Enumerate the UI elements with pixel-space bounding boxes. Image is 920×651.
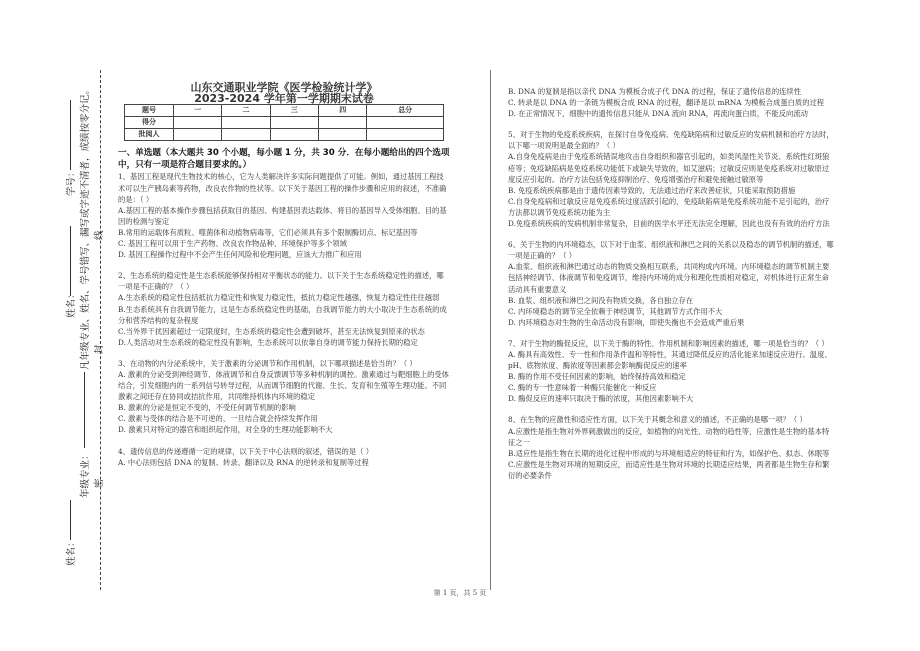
score-cell[interactable]: [222, 117, 270, 129]
score-cell[interactable]: [319, 117, 367, 129]
question-option[interactable]: D.免疫系统疾病的发病机制非常复杂，目前的医学水平还无法完全理解，因此也没有有效的治疗方法: [508, 219, 830, 229]
score-header-cell: 总分: [367, 105, 444, 117]
question-option[interactable]: B.常用的运载体有质粒、噬菌体和动植物病毒等，它们必须具有多个限制酶切点、标记基因等: [118, 227, 418, 237]
question-stem: 3、在动物的内分泌系统中，关于激素的分泌调节和作用机制，以下哪项描述是恰当的？（ ）: [118, 358, 417, 368]
score-header-cell: 四: [319, 105, 367, 117]
score-row-label: 得分: [125, 117, 174, 129]
score-cell[interactable]: [270, 117, 318, 129]
question-stem: 2、生态系统的稳定性是生态系统能够保持相对平衡状态的能力。以下关于生态系统稳定性的描述，哪一项是不正确的？（ ）: [118, 271, 444, 292]
school-label: 姓名：: [66, 537, 77, 566]
score-header-cell: 一: [174, 105, 222, 117]
score-cell[interactable]: [367, 129, 444, 141]
question-stem: 8、在生物的应激性和适应性方面，以下关于其概念和意义的描述，不正确的是哪一项？（ ）: [508, 415, 807, 425]
score-cell[interactable]: [270, 129, 318, 141]
question-option[interactable]: A. 酶具有高效性、专一性和作用条件温和等特性，其通过降低反应的活化能来加速反应进行。温度、pH、底物浓度、酶浓度等因素都会影响酶促反应的速率: [508, 349, 832, 371]
student-id-label: 学号：: [66, 167, 77, 196]
school-course-title: 山东交通职业学院《医学检验统计学》: [190, 81, 378, 94]
question-continued: [508, 86, 836, 119]
score-table-row: [125, 129, 444, 141]
question-stem: 5、对于生物的免疫系统疾病，在探讨自身免疫病、免疫缺陷病和过敏反应的发病机制和治疗方法时，以下哪一项说明是最全面的？（ ）: [508, 130, 834, 151]
question-option[interactable]: B. 免疫系统疾病都是由于遗传因素导致的，无法通过治疗来改善症状，只能采取预防措施: [508, 185, 796, 195]
question-option[interactable]: B. DNA 的复制是指以亲代 DNA 为模板合成子代 DNA 的过程，保证了遗传信息的连续性: [508, 87, 802, 96]
student-id-blank[interactable]: [70, 100, 71, 170]
question-option[interactable]: D.人类活动对生态系统的稳定性没有影响，生态系统可以依靠自身的调节能力保持长期的稳定: [118, 337, 418, 347]
score-table: [124, 104, 444, 141]
name-label: 姓名：: [66, 289, 77, 318]
question-option[interactable]: D. 在正常情况下，细胞中的遗传信息只能从 DNA 流向 RNA，再流向蛋白质，不能反向流动: [508, 109, 808, 119]
question: [118, 270, 450, 348]
binding-notice: 凡年级专业、姓名、学号错写、漏写或字迹不清者，成绩按零分记。: [80, 84, 91, 370]
question-option[interactable]: B.适应性是指生物在长期的进化过程中形成的与环境相适应的特征和行为，如保护色、拟态、休眠等: [508, 448, 830, 458]
question-option[interactable]: C. 内环境稳态的调节完全依赖于神经调节，其他调节方式作用不大: [508, 306, 723, 316]
binding-margin: [0, 0, 105, 651]
column-divider: [490, 70, 491, 590]
cut-mark-bottom: 密: [94, 478, 105, 488]
question: [508, 129, 836, 229]
left-column: [118, 82, 450, 468]
question-option[interactable]: C. 酶的专一性意味着一种酶只能催化一种反应: [508, 383, 657, 393]
question-option[interactable]: C. 激素与受体的结合是不可逆的，一旦结合就会持续发挥作用: [118, 414, 318, 424]
score-cell[interactable]: [174, 117, 222, 129]
question-option[interactable]: C.应激性是生物对环境的短期反应，而适应性是生物对环境的长期适应结果，两者都是生物生存和繁衍的必要条件: [508, 459, 830, 480]
name-blank[interactable]: [70, 226, 71, 296]
score-table-row: [125, 117, 444, 129]
question-stem: 7、对于生物的酶促反应，以下关于酶的特性、作用机制和影响因素的描述，哪一项是恰当的？（ ）: [508, 338, 829, 348]
score-cell[interactable]: [319, 129, 367, 141]
question-option[interactable]: C. 基因工程可以用于生产药物、改良农作物品种、环境保护等多个领域: [118, 239, 347, 249]
question: [508, 414, 836, 481]
questions-left: [118, 171, 450, 467]
question-option[interactable]: A.基因工程的基本操作步骤包括获取目的基因、构建基因表达载体、将目的基因导入受体细胞、目的基因的检测与鉴定: [118, 205, 447, 226]
question: [508, 239, 836, 328]
question-option[interactable]: D. 酶促反应的速率只取决于酶的浓度，其他因素影响不大: [508, 394, 694, 404]
question-option[interactable]: A. 激素的分泌受到神经调节、体液调节和自身反馈调节等多种机制的调控。激素通过与靶细胞上的受体结合，引发细胞内的一系列信号转导过程，从而调节细胞的代谢、生长、发育和生殖等生理功能。不同激素之间还存在协同或拮抗作用，共同维持机体内环境的稳定: [118, 369, 449, 402]
question-option[interactable]: B. 激素的分泌是恒定不变的，不受任何调节机制的影响: [118, 403, 296, 413]
school-blank[interactable]: [70, 500, 71, 540]
question-option[interactable]: A.自身免疫病是由于免疫系统错误地攻击自身组织和器官引起的，如类风湿性关节炎、系统性红斑狼疮等；免疫缺陷病是免疫系统功能低下或缺失导致的，如艾滋病；过敏反应则是免疫系统对过敏原过度反应引起的。治疗方法包括免疫抑制治疗、免疫增强治疗和避免接触过敏原等: [508, 152, 830, 184]
question: [508, 338, 836, 405]
score-table-header-row: [125, 105, 444, 117]
question-option[interactable]: D. 内环境稳态对生物的生命活动没有影响，即使失衡也不会造成严重后果: [508, 317, 745, 327]
section-title: 一、单选题（本大题共 30 个小题，每小题 1 分，共 30 分．在每小题给出的四个选项中，只有一项是符合题目要求的。）: [118, 148, 450, 171]
question-option[interactable]: A.血浆、组织液和淋巴通过动态的物质交换相互联系，共同构成内环境。内环境稳态的调节机制主要包括神经调节、体液调节和免疫调节，维持内环境的成分和理化性质相对稳定，对机体进行正常生命活动具有重要意义: [508, 262, 830, 294]
score-cell[interactable]: [367, 117, 444, 129]
class-blank[interactable]: [84, 372, 85, 448]
question-option[interactable]: A. 中心法则包括 DNA 的复制、转录、翻译以及 RNA 的逆转录和复制等过程: [118, 457, 369, 467]
question: [118, 171, 450, 260]
cut-line: [100, 70, 101, 590]
score-cell[interactable]: [222, 129, 270, 141]
exam-header: [118, 82, 450, 104]
cut-mark-top: 线: [94, 230, 105, 240]
score-header-cell: 二: [222, 105, 270, 117]
question-option[interactable]: B. 血浆、组织液和淋巴之间没有物质交换，各自独立存在: [508, 295, 694, 305]
cut-mark-middle: 封: [94, 344, 105, 354]
score-header-cell: 题号: [125, 105, 174, 117]
question: [118, 358, 450, 436]
question-option[interactable]: B.生态系统具有自我调节能力，这是生态系统稳定性的基础，自我调节能力的大小取决于生态系统的成分和营养结构的复杂程度: [118, 304, 447, 325]
question: [118, 446, 450, 468]
score-cell[interactable]: [174, 129, 222, 141]
question-stem: 6、关于生物的内环境稳态，以下对于血浆、组织液和淋巴之间的关系以及稳态的调节机制的描述，哪一项是正确的？（ ）: [508, 240, 834, 261]
class-label: 年级专业：: [80, 450, 91, 498]
right-column: [508, 86, 836, 481]
question-option[interactable]: D. 激素只对特定的器官和组织起作用，对全身的生理功能影响不大: [118, 425, 333, 435]
question-stem: 1、基因工程是现代生物技术的核心，它为人类解决许多实际问题提供了可能。例如，通过基因工程技术可以生产胰岛素等药物，改良农作物的性状等。以下关于基因工程的操作步骤和应用的叙述，不准确的是：（ ）: [118, 172, 447, 204]
question-option[interactable]: C. 转录是以 DNA 的一条链为模板合成 RNA 的过程，翻译是以 mRNA 为模板合成蛋白质的过程: [508, 98, 825, 108]
question-option[interactable]: A.生态系统的稳定性包括抵抗力稳定性和恢复力稳定性，抵抗力稳定性越强，恢复力稳定性往往越弱: [118, 293, 440, 303]
term-title: 2023-2024 学年第一学期期末试卷: [194, 92, 374, 106]
question-option[interactable]: D. 基因工程操作过程中不会产生任何风险和伦理问题，应该大力推广和应用: [118, 250, 362, 260]
score-row-label: 批阅人: [125, 129, 174, 141]
question-stem: 4、遗传信息的传递遵循一定的规律，以下关于中心法则的叙述，错误的是（ ）: [118, 446, 374, 456]
question-option[interactable]: B. 酶的作用不受任何因素的影响，始终保持高效和稳定: [508, 372, 686, 382]
score-header-cell: 三: [270, 105, 318, 117]
question-option[interactable]: C.自身免疫病和过敏反应是免疫系统过度活跃引起的，免疫缺陷病是免疫系统功能不足引起的，治疗方法都以调节免疫系统功能为主: [508, 196, 830, 217]
question-option[interactable]: C.当外界干扰因素超过一定限度时，生态系统的稳定性会遭到破坏，甚至无法恢复到原来的状态: [118, 326, 425, 336]
page-footer: 第 1 页，共 5 页: [433, 589, 487, 597]
question-option[interactable]: A.应激性是指生物对外界刺激做出的反应，如植物的向光性、动物的趋性等，应激性是生物的基本特征之一: [508, 426, 830, 447]
